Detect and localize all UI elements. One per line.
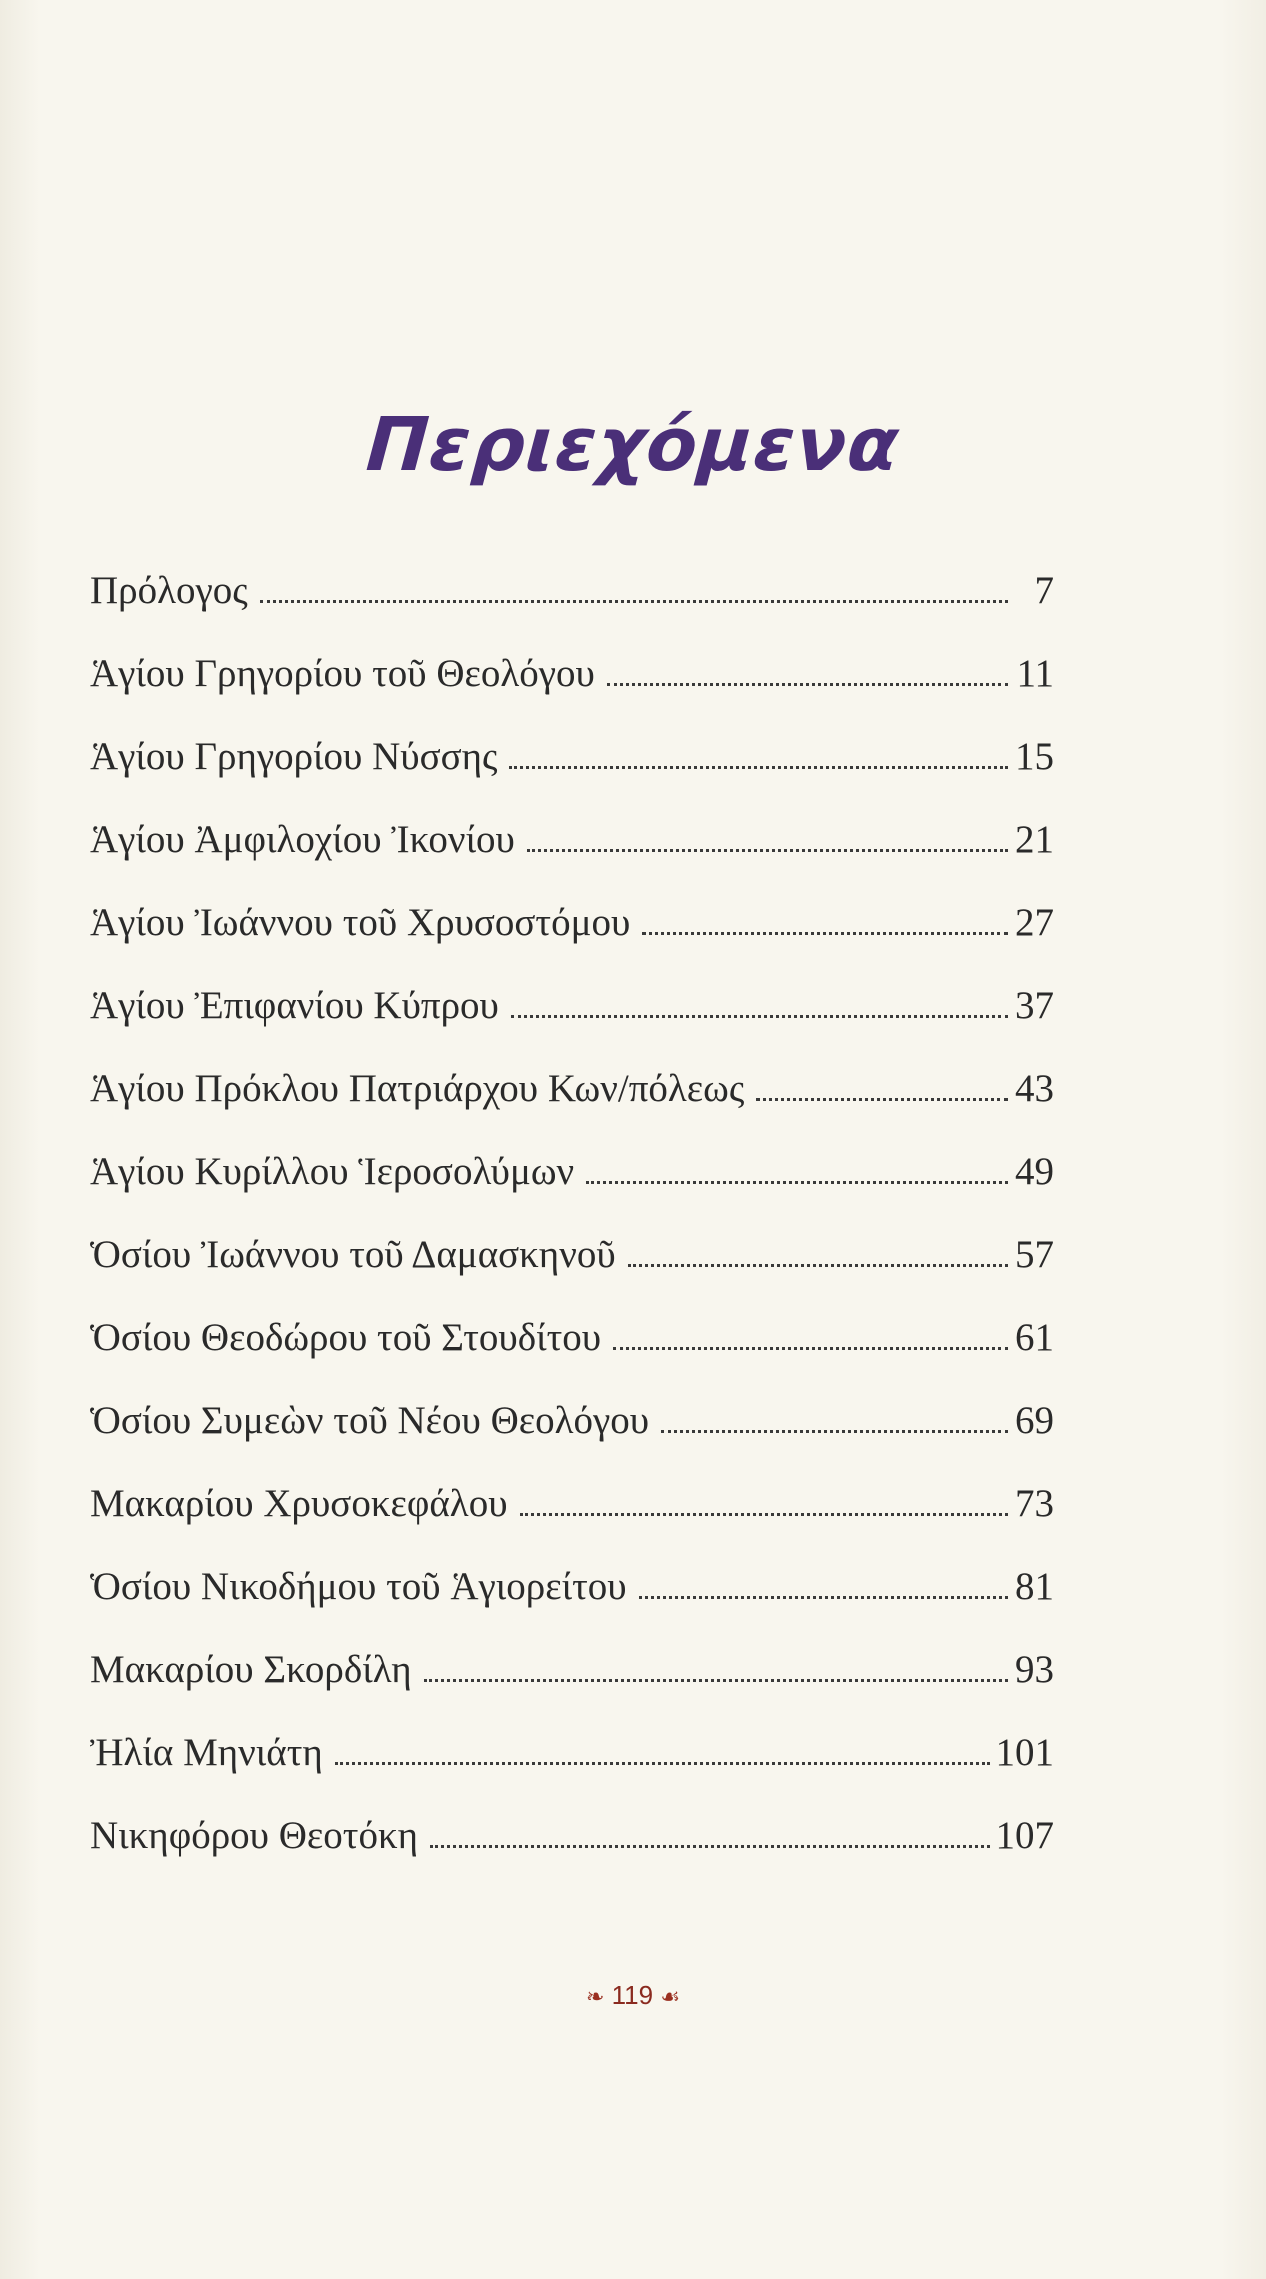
dot-leader [642, 932, 1008, 935]
ornament-right-icon: ☙ [660, 1984, 681, 2010]
toc-entry [90, 1149, 1054, 1232]
toc-entry-label: Ἁγίου Γρηγορίου τοῦ Θεολόγου [90, 652, 595, 695]
toc-entry-label: Ὁσίου Συμεὼν τοῦ Νέου Θεολόγου [90, 1399, 650, 1442]
toc-entry-label: Ὁσίου Θεοδώρου τοῦ Στουδίτου [90, 1316, 602, 1359]
page-title: Περιεχόμενα [363, 401, 903, 488]
toc-entry [90, 817, 1054, 900]
dot-leader [661, 1430, 1008, 1433]
toc-entry-page: 11 [1016, 652, 1054, 695]
toc-entry [90, 1813, 1054, 1896]
toc-entry [90, 983, 1054, 1066]
toc-entry [90, 1315, 1054, 1398]
toc-entry [90, 900, 1054, 983]
dot-leader [430, 1845, 990, 1848]
dot-leader [509, 766, 1008, 769]
toc-entry-label: Ἁγίου Ἀμφιλοχίου Ἰκονίου [90, 818, 515, 861]
toc-entry [90, 568, 1054, 651]
toc-entry-label: Ἁγίου Ἰωάννου τοῦ Χρυσοστόμου [90, 901, 631, 944]
toc-entry-label: Ἁγίου Πρόκλου Πατριάρχου Κων/πόλεως [90, 1067, 745, 1110]
toc-entry [90, 651, 1054, 734]
toc-entry-label: Μακαρίου Σκορδίλη [90, 1648, 412, 1691]
toc-entry-page: 69 [1015, 1399, 1054, 1442]
toc-entry-page: 73 [1015, 1482, 1054, 1525]
toc-entry-page: 27 [1015, 901, 1054, 944]
dot-leader [756, 1098, 1008, 1101]
dot-leader [586, 1181, 1008, 1184]
dot-leader [511, 1015, 1008, 1018]
toc-entry-page: 49 [1015, 1150, 1054, 1193]
toc-entry [90, 1481, 1054, 1564]
toc-entry [90, 1232, 1054, 1315]
dot-leader [527, 849, 1008, 852]
toc-entry-page: 57 [1015, 1233, 1054, 1276]
toc-entry-label: Ἁγίου Κυρίλλου Ἱεροσολύμων [90, 1150, 575, 1193]
toc-entry-label: Μακαρίου Χρυσοκεφάλου [90, 1482, 508, 1525]
toc-entry-page: 107 [995, 1814, 1054, 1857]
toc-entry-label: Ἁγίου Γρηγορίου Νύσσης [90, 735, 498, 778]
toc-entry [90, 1647, 1054, 1730]
toc-entry-label: Νικηφόρου Θεοτόκη [90, 1814, 418, 1857]
toc-entry [90, 1398, 1054, 1481]
toc-entry-page: 93 [1015, 1648, 1054, 1691]
dot-leader [260, 600, 1008, 603]
toc-entry-page: 43 [1015, 1067, 1054, 1110]
toc-entry [90, 1564, 1054, 1647]
toc-entry [90, 734, 1054, 817]
toc-entry-label: Ἁγίου Ἐπιφανίου Κύπρου [90, 984, 499, 1027]
toc-entry-page: 7 [1034, 569, 1054, 612]
toc-entry-label: Ὁσίου Ἰωάννου τοῦ Δαμασκηνοῦ [90, 1233, 616, 1276]
toc-entry-page: 37 [1015, 984, 1054, 1027]
page-folio [0, 1980, 1266, 2011]
dot-leader [628, 1264, 1008, 1267]
toc-entry [90, 1730, 1054, 1813]
table-of-contents [90, 568, 1054, 1896]
toc-entry-page: 15 [1015, 735, 1054, 778]
dot-leader [424, 1679, 1008, 1682]
page-number: 119 [611, 1980, 654, 2010]
dot-leader [520, 1513, 1008, 1516]
toc-entry-page: 21 [1015, 818, 1054, 861]
toc-entry-label: Πρόλογος [90, 569, 248, 612]
dot-leader [613, 1347, 1008, 1350]
toc-entry-page: 61 [1015, 1316, 1054, 1359]
toc-entry-page: 101 [995, 1731, 1054, 1774]
toc-entry-page: 81 [1015, 1565, 1054, 1608]
ornament-left-icon: ❧ [585, 1984, 605, 2010]
toc-entry-label: Ἠλία Μηνιάτη [90, 1731, 323, 1774]
dot-leader [335, 1762, 990, 1765]
toc-entry [90, 1066, 1054, 1149]
dot-leader [639, 1596, 1008, 1599]
dot-leader [607, 683, 1008, 686]
toc-entry-label: Ὁσίου Νικοδήμου τοῦ Ἁγιορείτου [90, 1565, 627, 1608]
